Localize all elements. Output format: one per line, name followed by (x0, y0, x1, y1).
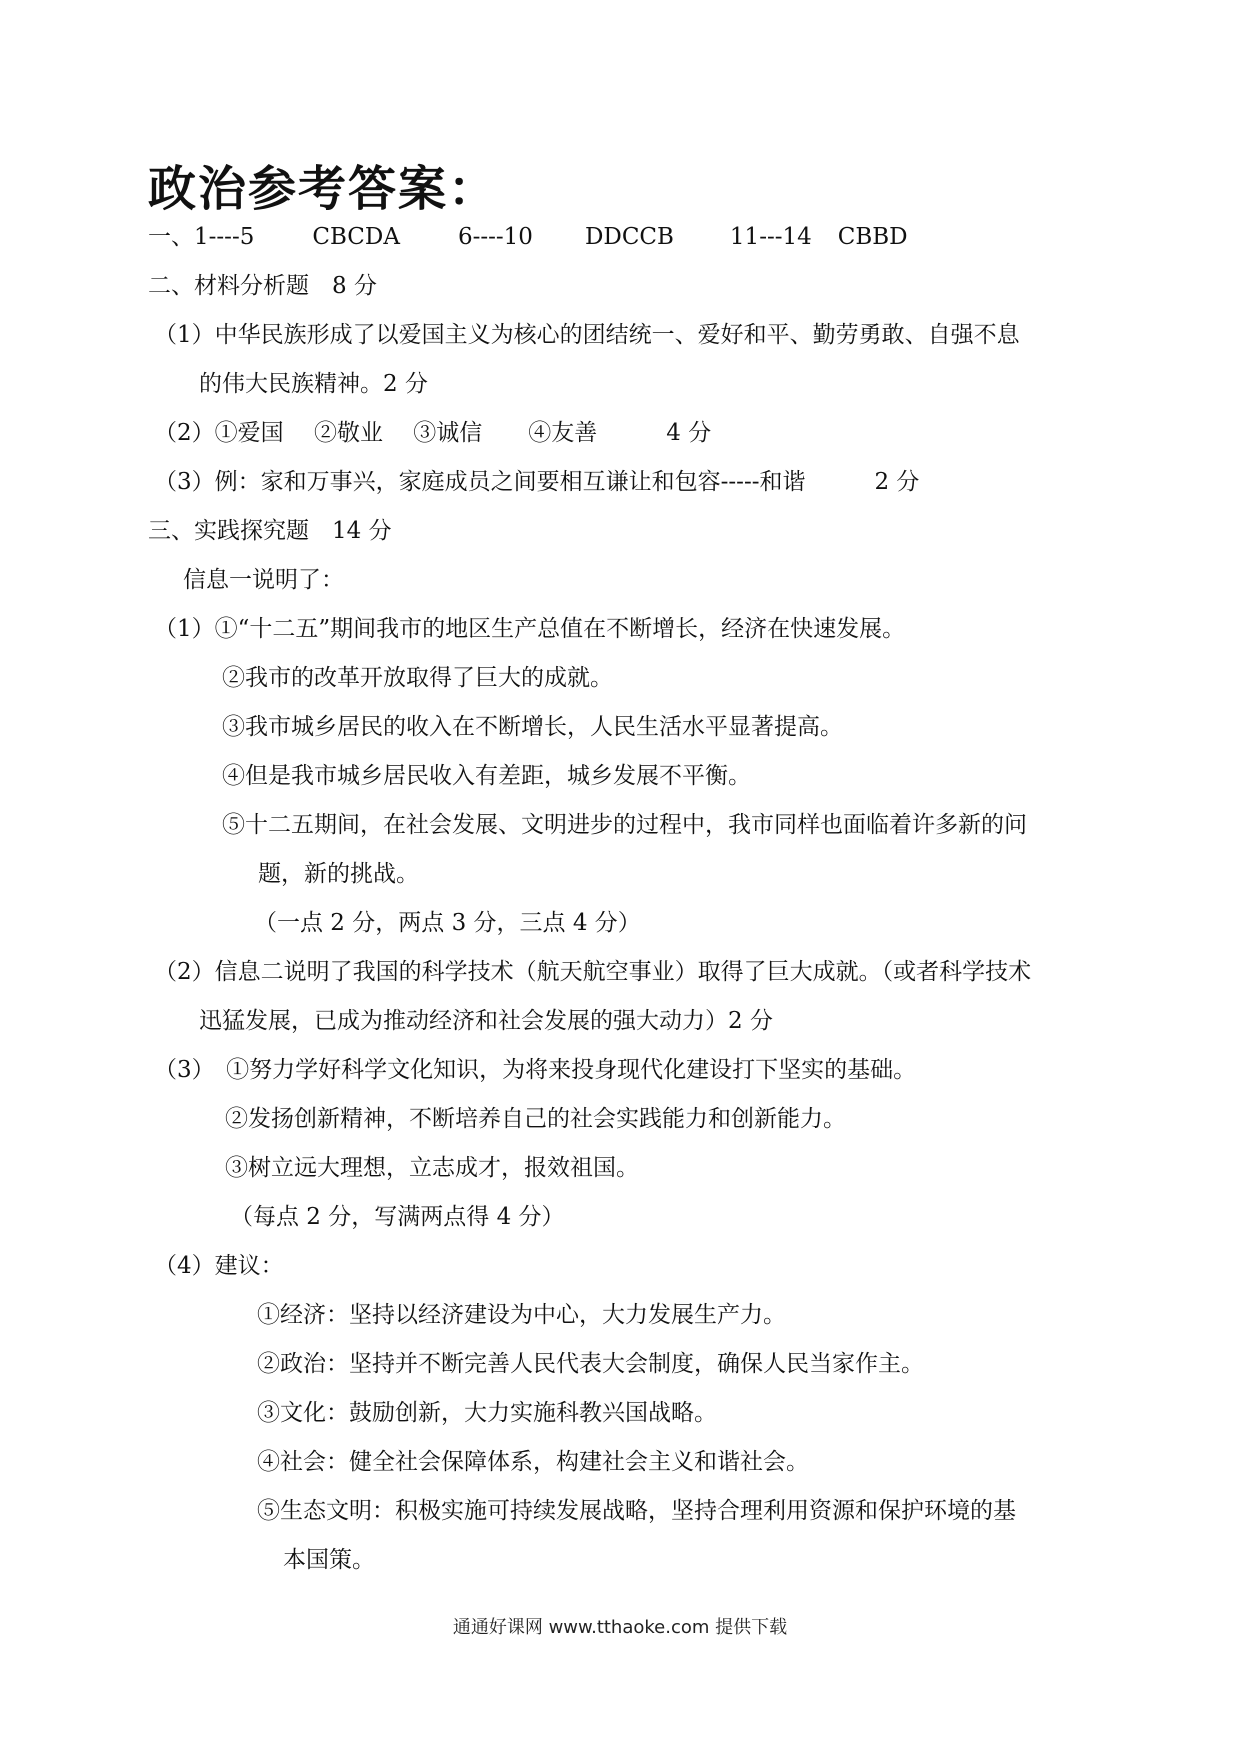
answer-3: CBBD (837, 224, 908, 250)
section2-q3: （3）例：家和万事兴，家庭成员之间要相互谦让和包容-----和谐 2 分 (154, 469, 920, 495)
section3-q4-item5-line2: 本国策。 (283, 1547, 375, 1573)
section3-q4-item4: ④社会：健全社会保障体系，构建社会主义和谐社会。 (257, 1449, 809, 1475)
section3-q3-item2: ②发扬创新精神，不断培养自己的社会实践能力和创新能力。 (225, 1106, 846, 1132)
section3-q3-item3: ③树立远大理想，立志成才，报效祖国。 (225, 1155, 639, 1181)
section3-q4-label: （4）建议： (154, 1253, 284, 1279)
section3-q4-item3: ③文化：鼓励创新，大力实施科教兴国战略。 (257, 1400, 717, 1426)
section3-q1-score: （一点 2 分，两点 3 分，三点 4 分） (254, 910, 641, 936)
section3-q4-item5-line1: ⑤生态文明：积极实施可持续发展战略，坚持合理利用资源和保护环境的基 (257, 1498, 1016, 1524)
section3-q1-item5-line2: 题，新的挑战。 (258, 861, 419, 887)
section3-q1-item1: （1）①“十二五”期间我市的地区生产总值在不断增长，经济在快速发展。 (154, 616, 906, 642)
section3-q1-item2: ②我市的改革开放取得了巨大的成就。 (222, 665, 613, 691)
section3-q2-line1: （2）信息二说明了我国的科学技术（航天航空事业）取得了巨大成就。（或者科学技术 (154, 959, 1032, 985)
section3-q4-item2: ②政治：坚持并不断完善人民代表大会制度，确保人民当家作主。 (257, 1351, 924, 1377)
section2-q2: （2）①爱国 ②敬业 ③诚信 ④友善 4 分 (154, 420, 712, 446)
section3-q2-line2: 迅猛发展，已成为推动经济和社会发展的强大动力）2 分 (199, 1008, 773, 1034)
range-3: 11---14 (729, 224, 812, 250)
section2-q1-line2: 的伟大民族精神。2 分 (199, 371, 428, 397)
range-2: 6----10 (457, 224, 533, 250)
section3-q3-item1: （3） ①努力学好科学文化知识，为将来投身现代化建设打下坚实的基础。 (154, 1057, 917, 1083)
answer-1: CBCDA (312, 224, 400, 250)
section2-q1-line1: （1）中华民族形成了以爱国主义为核心的团结统一、爱好和平、勤劳勇敢、自强不息 (154, 322, 1020, 348)
section3-q1-item3: ③我市城乡居民的收入在不断增长，人民生活水平显著提高。 (222, 714, 843, 740)
section1-answers (148, 222, 908, 252)
footer-credit: 通通好课网 www.tthaoke.com 提供下载 (452, 1617, 788, 1638)
page-title: 政治参考答案： (148, 161, 499, 217)
section3-q1-item4: ④但是我市城乡居民收入有差距，城乡发展不平衡。 (222, 763, 751, 789)
range-1: 1----5 (194, 224, 255, 250)
section3-heading: 三、实践探究题 14 分 (148, 518, 392, 544)
answer-2: DDCCB (584, 224, 674, 250)
section1-label: 一、 (148, 224, 194, 250)
section3-q1-item5-line1: ⑤十二五期间，在社会发展、文明进步的过程中，我市同样也面临着许多新的问 (222, 812, 1027, 838)
section3-intro: 信息一说明了： (183, 567, 344, 593)
section2-heading: 二、材料分析题 8 分 (148, 273, 377, 299)
section3-q3-score: （每点 2 分，写满两点得 4 分） (230, 1204, 565, 1230)
section3-q4-item1: ①经济：坚持以经济建设为中心，大力发展生产力。 (257, 1302, 786, 1328)
